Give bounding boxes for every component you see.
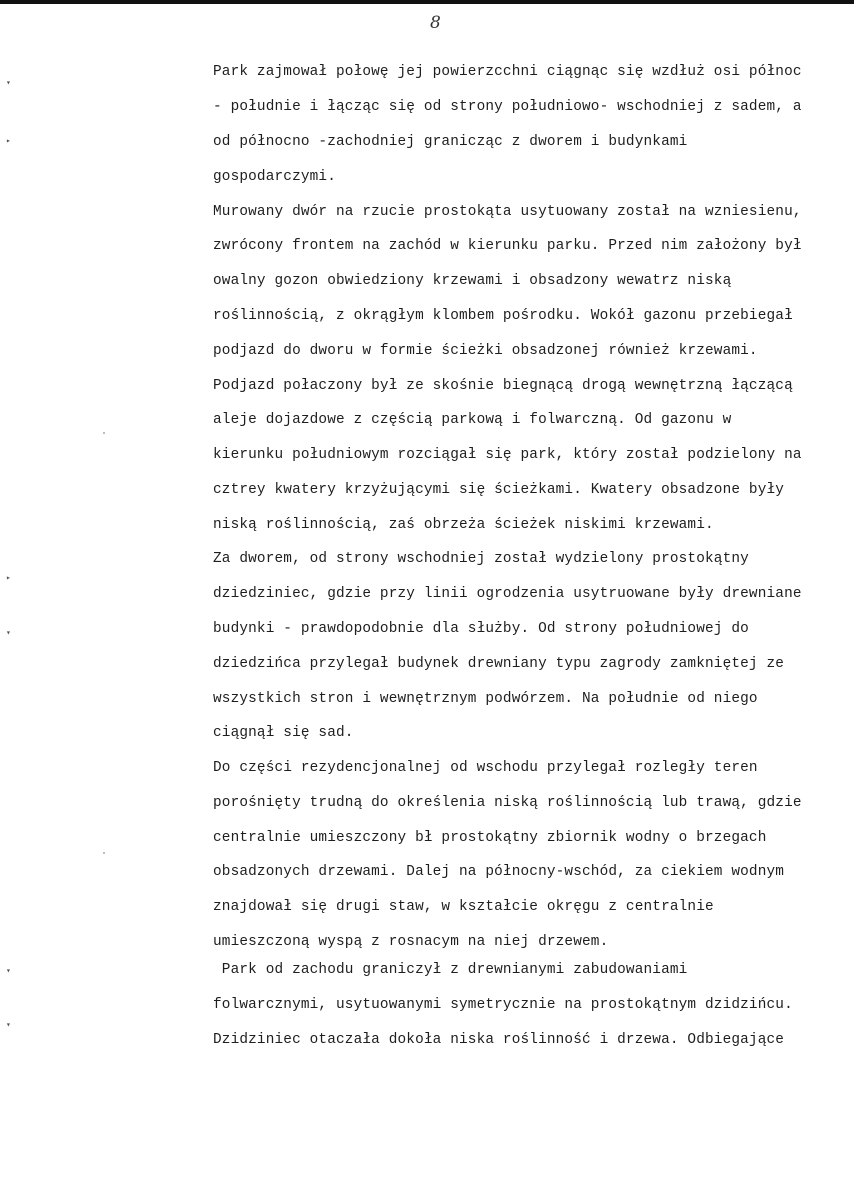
margin-mark: ▾ (6, 967, 11, 976)
text-line: owalny gozon obwiedziony krzewami i obsadzony wewatrz niską (213, 273, 732, 289)
text-line: Do części rezydencjonalnej od wschodu przylegał rozległy teren (213, 760, 758, 776)
page-number: 8 (430, 13, 441, 33)
text-line: podjazd do dworu w formie ścieżki obsadzonej również krzewami. (213, 343, 758, 359)
margin-mark: ▸ (6, 137, 11, 146)
text-line: Park od zachodu graniczył z drewnianymi zabudowaniami (213, 962, 688, 978)
text-line: folwarcznymi, usytuowanymi symetrycznie na prostokątnym dzidzińcu. (213, 997, 793, 1013)
text-line: ciągnął się sad. (213, 725, 354, 741)
scan-speck (103, 852, 105, 854)
text-line: roślinnością, z okrągłym klombem pośrodku. Wokół gazonu przebiegał (213, 308, 793, 324)
page-top-edge (0, 0, 854, 4)
text-line: Park zajmował połowę jej powierzcchni ciągnąc się wzdłuż osi północ (213, 64, 802, 80)
text-line: zwrócony frontem na zachód w kierunku parku. Przed nim założony był (213, 238, 802, 254)
text-line: gospodarczymi. (213, 169, 337, 185)
text-line: kierunku południowym rozciągał się park, który został podzielony na (213, 447, 802, 463)
text-line: Podjazd połaczony był ze skośnie biegnącą drogą wewnętrzną łączącą (213, 378, 793, 394)
text-line: niską roślinnością, zaś obrzeża ścieżek niskimi krzewami. (213, 517, 714, 533)
text-line: Za dworem, od strony wschodniej został wydzielony prostokątny (213, 551, 749, 567)
text-line: centralnie umieszczony bł prostokątny zbiornik wodny o brzegach (213, 830, 767, 846)
text-line: dziedziniec, gdzie przy linii ogrodzenia usytruowane były drewniane (213, 586, 802, 602)
text-line: znajdował się drugi staw, w kształcie okręgu z centralnie (213, 899, 714, 915)
text-line: Murowany dwór na rzucie prostokąta usytuowany został na wzniesienu, (213, 204, 802, 220)
text-line: aleje dojazdowe z częścią parkową i folwarczną. Od gazonu w (213, 412, 732, 428)
margin-mark: ▸ (6, 574, 11, 583)
text-line: od północno -zachodniej granicząc z dworem i budynkami (213, 134, 688, 150)
margin-mark: ▾ (6, 1021, 11, 1030)
scan-speck (103, 432, 105, 434)
text-line: Dzidziniec otaczała dokoła niska roślinność i drzewa. Odbiegające (213, 1032, 785, 1048)
text-line: - południe i łącząc się od strony południowo- wschodniej z sadem, a (213, 99, 802, 115)
margin-mark: ▾ (6, 79, 11, 88)
margin-mark: ▾ (6, 629, 11, 638)
text-line: obsadzonych drzewami. Dalej na północny-wschód, za ciekiem wodnym (213, 864, 785, 880)
text-line: wszystkich stron i wewnętrznym podwórzem. Na południe od niego (213, 691, 758, 707)
text-line: dziedzińca przylegał budynek drewniany typu zagrody zamkniętej ze (213, 656, 785, 672)
text-line: cztrey kwatery krzyżującymi się ścieżkami. Kwatery obsadzone były (213, 482, 785, 498)
text-line: porośnięty trudną do określenia niską roślinnością lub trawą, gdzie (213, 795, 802, 811)
text-line: umieszczoną wyspą z rosnacym na niej drzewem. (213, 934, 609, 950)
text-line: budynki - prawdopodobnie dla służby. Od strony południowej do (213, 621, 749, 637)
